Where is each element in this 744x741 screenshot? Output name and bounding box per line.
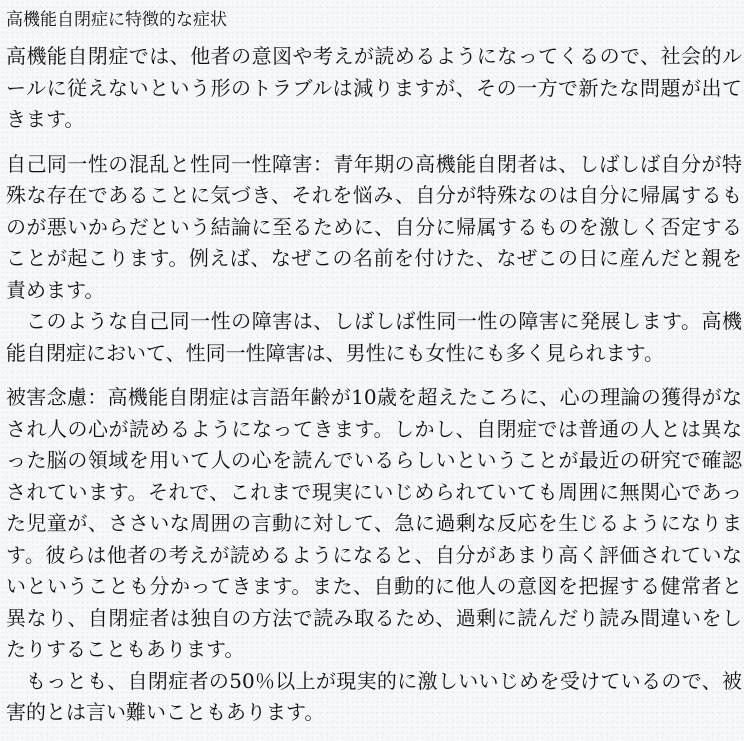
paragraph-gender-identity: このような自己同一性の障害は、しばしば性同一性の障害に発展します。高機能自閉症において、性同一性障害は、男性にも女性にも多く見られます。 [6, 309, 742, 365]
paragraph-identity-confusion: 自己同一性の混乱と性同一性障害：青年期の高機能自閉者は、しばしば自分が特殊な存在であることに気づき、それを悩み、自分が特殊なのは自分に帰属するものが悪いからだという結論に至るために、自分に帰属するものを激しく否定することが起こります。例えば、なぜこの名前を付けた、なぜこの日に産んだと親を責めます。 [6, 151, 742, 302]
paragraph-intro: 高機能自閉症では、他者の意図や考えが読めるようになってくるので、社会的ルールに従えないという形のトラブルは減りますが、その一方で新たな問題が出てきます。 [6, 44, 742, 131]
document-title: 高機能自閉症に特徴的な症状 [6, 10, 227, 30]
paragraph-persecution-ideation: 被害念慮：高機能自閉症は言語年齢が10歳を超えたころに、心の理論の獲得がなされ人の心が読めるようになってきます。しかし、自閉症では普通の人とは異なった脳の領域を用いて人の心を読んでいるらしいということが最近の研究で確認されています。それで、これまで現実にいじめられていても周囲に無関心であった児童が、ささいな周囲の言動に対して、急に過剰な反応を生じるようになります。彼らは他者の考えが読めるようになると、自分があまり高く評価されていないということも分かってきます。また、自動的に他人の意図を把握する健常者と異なり、自閉症者は独自の方法で読み取るため、過剰に読んだり読み間違いをしたりすることもあります。 [6, 385, 742, 661]
paragraph-bullying-note: もっとも、自閉症者の50％以上が現実的に激しいいじめを受けているので、被害的とは言い難いこともあります。 [6, 668, 742, 724]
